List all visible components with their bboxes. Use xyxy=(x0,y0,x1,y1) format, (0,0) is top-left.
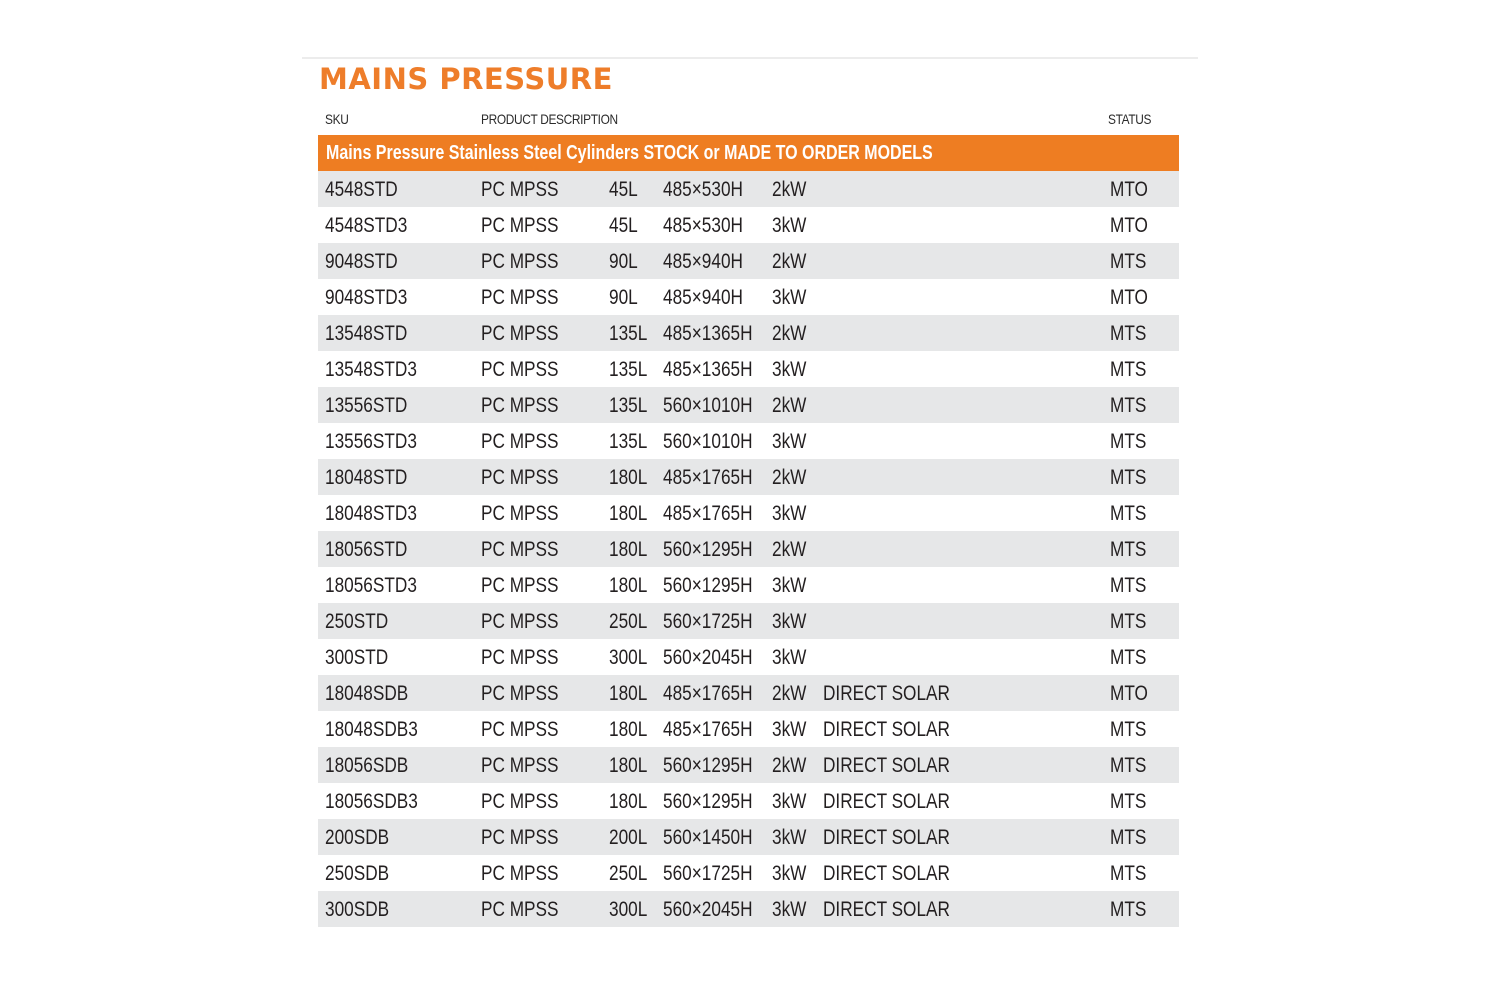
row-volume: 45L xyxy=(609,178,638,201)
row-status: MTS xyxy=(1110,538,1147,561)
row-extra: DIRECT SOLAR xyxy=(823,754,950,777)
table-row xyxy=(318,639,1179,675)
top-divider xyxy=(302,57,1198,59)
row-dimensions: 560×1295H xyxy=(663,538,753,561)
table-row xyxy=(318,783,1179,819)
row-sku: 13548STD3 xyxy=(325,358,417,381)
row-dimensions: 485×940H xyxy=(663,250,743,273)
row-extra: DIRECT SOLAR xyxy=(823,790,950,813)
row-volume: 300L xyxy=(609,898,648,921)
row-sku: 4548STD xyxy=(325,178,398,201)
row-status: MTO xyxy=(1110,214,1148,237)
table-row xyxy=(318,315,1179,351)
column-headers xyxy=(318,108,1179,132)
row-power: 3kW xyxy=(772,286,807,309)
row-status: MTO xyxy=(1110,178,1148,201)
row-dimensions: 485×1765H xyxy=(663,502,753,525)
row-product: PC MPSS xyxy=(481,682,559,705)
row-power: 3kW xyxy=(772,790,807,813)
row-volume: 200L xyxy=(609,826,648,849)
table-row xyxy=(318,603,1179,639)
column-header-status: STATUS xyxy=(1108,111,1152,127)
row-extra: DIRECT SOLAR xyxy=(823,862,950,885)
row-status: MTO xyxy=(1110,682,1148,705)
row-sku: 18056SDB xyxy=(325,754,409,777)
row-power: 2kW xyxy=(772,682,807,705)
row-sku: 18056STD3 xyxy=(325,574,417,597)
row-power: 3kW xyxy=(772,358,807,381)
row-volume: 180L xyxy=(609,718,648,741)
row-extra: DIRECT SOLAR xyxy=(823,718,950,741)
row-status: MTS xyxy=(1110,394,1147,417)
row-product: PC MPSS xyxy=(481,394,559,417)
table-row xyxy=(318,387,1179,423)
row-product: PC MPSS xyxy=(481,610,559,633)
table-row xyxy=(318,675,1179,711)
row-product: PC MPSS xyxy=(481,754,559,777)
row-sku: 300SDB xyxy=(325,898,390,921)
row-dimensions: 560×1450H xyxy=(663,826,753,849)
row-dimensions: 560×1295H xyxy=(663,574,753,597)
row-status: MTO xyxy=(1110,286,1148,309)
row-product: PC MPSS xyxy=(481,466,559,489)
row-sku: 250STD xyxy=(325,610,389,633)
row-status: MTS xyxy=(1110,862,1147,885)
row-volume: 180L xyxy=(609,754,648,777)
row-volume: 90L xyxy=(609,286,638,309)
row-status: MTS xyxy=(1110,646,1147,669)
row-power: 3kW xyxy=(772,898,807,921)
row-power: 3kW xyxy=(772,862,807,885)
row-dimensions: 485×1765H xyxy=(663,466,753,489)
row-status: MTS xyxy=(1110,430,1147,453)
row-volume: 135L xyxy=(609,358,648,381)
row-sku: 18048SDB3 xyxy=(325,718,418,741)
column-header-sku: SKU xyxy=(325,111,349,127)
row-product: PC MPSS xyxy=(481,826,559,849)
row-sku: 18048STD3 xyxy=(325,502,417,525)
row-extra: DIRECT SOLAR xyxy=(823,898,950,921)
row-product: PC MPSS xyxy=(481,898,559,921)
table-row xyxy=(318,351,1179,387)
table-row xyxy=(318,891,1179,927)
row-dimensions: 560×1725H xyxy=(663,610,753,633)
row-product: PC MPSS xyxy=(481,502,559,525)
row-dimensions: 560×1295H xyxy=(663,790,753,813)
row-dimensions: 560×1725H xyxy=(663,862,753,885)
row-product: PC MPSS xyxy=(481,358,559,381)
row-dimensions: 485×530H xyxy=(663,178,743,201)
row-dimensions: 560×1295H xyxy=(663,754,753,777)
row-volume: 135L xyxy=(609,430,648,453)
row-sku: 18048SDB xyxy=(325,682,409,705)
row-status: MTS xyxy=(1110,898,1147,921)
row-power: 2kW xyxy=(772,466,807,489)
row-dimensions: 485×530H xyxy=(663,214,743,237)
row-status: MTS xyxy=(1110,718,1147,741)
row-status: MTS xyxy=(1110,250,1147,273)
page-title: MAINS PRESSURE xyxy=(319,62,613,96)
row-product: PC MPSS xyxy=(481,286,559,309)
row-power: 3kW xyxy=(772,718,807,741)
row-power: 2kW xyxy=(772,538,807,561)
row-dimensions: 560×1010H xyxy=(663,394,753,417)
column-header-description: PRODUCT DESCRIPTION xyxy=(481,111,618,127)
row-power: 2kW xyxy=(772,250,807,273)
row-volume: 180L xyxy=(609,682,648,705)
row-extra: DIRECT SOLAR xyxy=(823,826,950,849)
row-status: MTS xyxy=(1110,574,1147,597)
row-status: MTS xyxy=(1110,610,1147,633)
product-table xyxy=(318,135,1179,927)
row-power: 3kW xyxy=(772,502,807,525)
row-product: PC MPSS xyxy=(481,214,559,237)
row-product: PC MPSS xyxy=(481,862,559,885)
row-sku: 250SDB xyxy=(325,862,390,885)
row-product: PC MPSS xyxy=(481,718,559,741)
row-power: 3kW xyxy=(772,574,807,597)
row-volume: 180L xyxy=(609,502,648,525)
row-power: 2kW xyxy=(772,394,807,417)
row-volume: 180L xyxy=(609,466,648,489)
table-body xyxy=(318,171,1179,927)
row-product: PC MPSS xyxy=(481,646,559,669)
row-power: 2kW xyxy=(772,178,807,201)
section-header xyxy=(318,135,1179,171)
row-extra: DIRECT SOLAR xyxy=(823,682,950,705)
row-status: MTS xyxy=(1110,502,1147,525)
row-volume: 180L xyxy=(609,538,648,561)
table-row xyxy=(318,495,1179,531)
row-sku: 13548STD xyxy=(325,322,408,345)
row-product: PC MPSS xyxy=(481,430,559,453)
row-power: 3kW xyxy=(772,826,807,849)
row-product: PC MPSS xyxy=(481,250,559,273)
row-dimensions: 485×1765H xyxy=(663,718,753,741)
row-power: 3kW xyxy=(772,430,807,453)
row-sku: 13556STD xyxy=(325,394,408,417)
row-product: PC MPSS xyxy=(481,538,559,561)
row-sku: 4548STD3 xyxy=(325,214,408,237)
table-row xyxy=(318,711,1179,747)
row-product: PC MPSS xyxy=(481,574,559,597)
row-power: 2kW xyxy=(772,754,807,777)
row-status: MTS xyxy=(1110,322,1147,345)
row-volume: 180L xyxy=(609,574,648,597)
row-volume: 250L xyxy=(609,862,648,885)
table-row xyxy=(318,531,1179,567)
row-dimensions: 485×940H xyxy=(663,286,743,309)
row-volume: 135L xyxy=(609,322,648,345)
row-sku: 18056STD xyxy=(325,538,408,561)
row-sku: 300STD xyxy=(325,646,389,669)
row-product: PC MPSS xyxy=(481,322,559,345)
row-status: MTS xyxy=(1110,826,1147,849)
table-row xyxy=(318,279,1179,315)
row-volume: 250L xyxy=(609,610,648,633)
row-status: MTS xyxy=(1110,754,1147,777)
row-sku: 18048STD xyxy=(325,466,408,489)
row-power: 2kW xyxy=(772,322,807,345)
row-dimensions: 560×1010H xyxy=(663,430,753,453)
row-volume: 90L xyxy=(609,250,638,273)
row-volume: 180L xyxy=(609,790,648,813)
row-sku: 9048STD3 xyxy=(325,286,408,309)
table-row xyxy=(318,567,1179,603)
table-row xyxy=(318,243,1179,279)
row-dimensions: 485×1365H xyxy=(663,322,753,345)
table-row xyxy=(318,747,1179,783)
row-volume: 300L xyxy=(609,646,648,669)
table-row xyxy=(318,459,1179,495)
table-row xyxy=(318,207,1179,243)
row-dimensions: 485×1365H xyxy=(663,358,753,381)
row-product: PC MPSS xyxy=(481,178,559,201)
table-row xyxy=(318,855,1179,891)
row-volume: 45L xyxy=(609,214,638,237)
row-power: 3kW xyxy=(772,214,807,237)
row-product: PC MPSS xyxy=(481,790,559,813)
row-dimensions: 560×2045H xyxy=(663,646,753,669)
row-power: 3kW xyxy=(772,646,807,669)
row-status: MTS xyxy=(1110,358,1147,381)
row-dimensions: 485×1765H xyxy=(663,682,753,705)
row-status: MTS xyxy=(1110,466,1147,489)
row-status: MTS xyxy=(1110,790,1147,813)
row-sku: 18056SDB3 xyxy=(325,790,418,813)
section-header-label: Mains Pressure Stainless Steel Cylinders STOCK or MADE TO ORDER MODELS xyxy=(326,142,933,164)
row-sku: 200SDB xyxy=(325,826,390,849)
row-dimensions: 560×2045H xyxy=(663,898,753,921)
row-sku: 9048STD xyxy=(325,250,398,273)
row-power: 3kW xyxy=(772,610,807,633)
table-row xyxy=(318,171,1179,207)
row-sku: 13556STD3 xyxy=(325,430,417,453)
table-row xyxy=(318,819,1179,855)
row-volume: 135L xyxy=(609,394,648,417)
table-row xyxy=(318,423,1179,459)
